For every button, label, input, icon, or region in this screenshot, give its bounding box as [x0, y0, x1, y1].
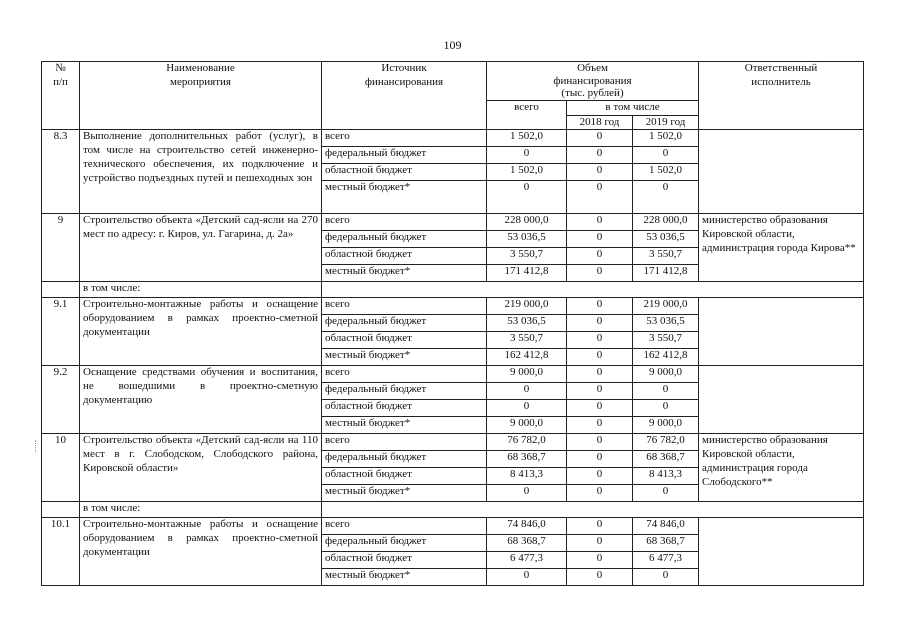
value-total: 3 550,7: [487, 248, 567, 265]
subheader-num-cell: [42, 502, 80, 518]
value-total: 3 550,7: [487, 332, 567, 349]
value-y2018: 0: [567, 181, 633, 214]
item-name: Оснащение средствами обучения и воспитания, не вошедшими в проектно-сметную документацию: [80, 366, 322, 434]
table-row: [42, 214, 864, 231]
value-y2019: 9 000,0: [633, 366, 699, 383]
value-total: 53 036,5: [487, 315, 567, 332]
value-y2018: 0: [567, 468, 633, 485]
item-name: Строительство объекта «Детский сад-ясли на 110 мест в г. Слободском, Слободского района, Кировской области»: [80, 434, 322, 502]
source-label: федеральный бюджет: [322, 535, 487, 552]
source-label: всего: [322, 434, 487, 451]
value-total: 68 368,7: [487, 535, 567, 552]
source-label: местный бюджет*: [322, 569, 487, 586]
value-y2018: 0: [567, 248, 633, 265]
source-label: местный бюджет*: [322, 485, 487, 502]
header-2019: 2019 год: [633, 115, 699, 130]
value-total: 0: [487, 383, 567, 400]
value-y2019: 53 036,5: [633, 231, 699, 248]
value-total: 76 782,0: [487, 434, 567, 451]
responsible-executor: [699, 366, 864, 434]
value-y2018: 0: [567, 383, 633, 400]
value-total: 6 477,3: [487, 552, 567, 569]
subheader-row: [42, 502, 864, 518]
value-y2019: 0: [633, 400, 699, 417]
subheader-num-cell: [42, 282, 80, 298]
value-y2018: 0: [567, 349, 633, 366]
margin-mark: [35, 440, 37, 452]
value-y2018: 0: [567, 214, 633, 231]
value-y2018: 0: [567, 164, 633, 181]
value-total: 68 368,7: [487, 451, 567, 468]
value-total: 171 412,8: [487, 265, 567, 282]
source-label: федеральный бюджет: [322, 383, 487, 400]
item-name: Выполнение дополнительных работ (услуг), в том числе на строительство сетей инженерно-технического обеспечения, их подключение и устройство подъездных путей и пешеходных зон: [80, 130, 322, 214]
value-total: 0: [487, 147, 567, 164]
subheader-label: в том числе:: [80, 502, 322, 518]
value-y2018: 0: [567, 315, 633, 332]
source-label: федеральный бюджет: [322, 451, 487, 468]
subheader-label: в том числе:: [80, 282, 322, 298]
source-label: всего: [322, 214, 487, 231]
value-y2018: 0: [567, 265, 633, 282]
value-y2019: 1 502,0: [633, 164, 699, 181]
source-label: областной бюджет: [322, 248, 487, 265]
value-total: 0: [487, 181, 567, 214]
source-label: федеральный бюджет: [322, 315, 487, 332]
value-total: 0: [487, 485, 567, 502]
value-total: 9 000,0: [487, 366, 567, 383]
value-total: 53 036,5: [487, 231, 567, 248]
value-y2019: 53 036,5: [633, 315, 699, 332]
subheader-row: [42, 282, 864, 298]
header-volume: Объем финансирования (тыс. рублей): [487, 62, 699, 101]
source-label: областной бюджет: [322, 468, 487, 485]
value-y2019: 0: [633, 569, 699, 586]
subheader-empty: [322, 282, 864, 298]
item-number: 9.2: [42, 366, 80, 434]
source-label: местный бюджет*: [322, 181, 487, 214]
value-total: 219 000,0: [487, 298, 567, 315]
source-label: всего: [322, 298, 487, 315]
value-y2019: 8 413,3: [633, 468, 699, 485]
item-name: Строительно-монтажные работы и оснащение оборудованием в рамках проектно-сметной документации: [80, 298, 322, 366]
value-y2018: 0: [567, 298, 633, 315]
value-y2018: 0: [567, 535, 633, 552]
value-y2019: 1 502,0: [633, 130, 699, 147]
value-y2018: 0: [567, 451, 633, 468]
page-number: 109: [443, 38, 462, 52]
value-total: 162 412,8: [487, 349, 567, 366]
subheader-empty: [322, 502, 864, 518]
source-label: местный бюджет*: [322, 349, 487, 366]
header-including: в том числе: [567, 100, 699, 115]
header-name: Наименование мероприятия: [80, 62, 322, 130]
value-y2018: 0: [567, 400, 633, 417]
source-label: областной бюджет: [322, 400, 487, 417]
value-y2019: 68 368,7: [633, 535, 699, 552]
financing-table: [41, 61, 864, 586]
value-total: 8 413,3: [487, 468, 567, 485]
responsible-executor: [699, 298, 864, 366]
source-label: федеральный бюджет: [322, 147, 487, 164]
value-y2019: 68 368,7: [633, 451, 699, 468]
responsible-executor: министерство образования Кировской области, администрация города Кирова**: [699, 214, 864, 282]
header-2018: 2018 год: [567, 115, 633, 130]
header-num: № п/п: [42, 62, 80, 130]
value-y2019: 3 550,7: [633, 248, 699, 265]
value-y2018: 0: [567, 130, 633, 147]
table-row: [42, 298, 864, 315]
value-total: 0: [487, 569, 567, 586]
value-total: 228 000,0: [487, 214, 567, 231]
source-label: всего: [322, 130, 487, 147]
responsible-executor: [699, 130, 864, 214]
value-y2019: 74 846,0: [633, 518, 699, 535]
value-y2019: 0: [633, 485, 699, 502]
value-y2018: 0: [567, 569, 633, 586]
value-y2018: 0: [567, 231, 633, 248]
responsible-executor: министерство образования Кировской области, администрация города Слободского**: [699, 434, 864, 502]
source-label: всего: [322, 366, 487, 383]
header-executor: Ответственный исполнитель: [699, 62, 864, 130]
item-name: Строительство объекта «Детский сад-ясли на 270 мест по адресу: г. Киров, ул. Гагарина, д. 2а»: [80, 214, 322, 282]
item-name: Строительно-монтажные работы и оснащение оборудованием в рамках проектно-сметной документации: [80, 518, 322, 586]
item-number: 10: [42, 434, 80, 502]
value-total: 1 502,0: [487, 130, 567, 147]
item-number: 9.1: [42, 298, 80, 366]
value-y2019: 228 000,0: [633, 214, 699, 231]
source-label: всего: [322, 518, 487, 535]
item-number: 9: [42, 214, 80, 282]
source-label: областной бюджет: [322, 332, 487, 349]
value-y2018: 0: [567, 552, 633, 569]
value-y2018: 0: [567, 332, 633, 349]
value-y2019: 9 000,0: [633, 417, 699, 434]
value-total: 0: [487, 400, 567, 417]
value-y2018: 0: [567, 434, 633, 451]
value-y2019: 162 412,8: [633, 349, 699, 366]
header-source: Источник финансирования: [322, 62, 487, 130]
source-label: местный бюджет*: [322, 417, 487, 434]
source-label: областной бюджет: [322, 164, 487, 181]
table-row: [42, 130, 864, 147]
source-label: местный бюджет*: [322, 265, 487, 282]
value-total: 1 502,0: [487, 164, 567, 181]
value-y2018: 0: [567, 518, 633, 535]
header-total: всего: [487, 100, 567, 130]
value-y2018: 0: [567, 417, 633, 434]
source-label: федеральный бюджет: [322, 231, 487, 248]
value-y2018: 0: [567, 366, 633, 383]
source-label: областной бюджет: [322, 552, 487, 569]
table-body: [42, 130, 864, 586]
value-y2019: 219 000,0: [633, 298, 699, 315]
table-row: [42, 434, 864, 451]
value-y2018: 0: [567, 485, 633, 502]
responsible-executor: [699, 518, 864, 586]
value-y2019: 76 782,0: [633, 434, 699, 451]
value-total: 9 000,0: [487, 417, 567, 434]
item-number: 10.1: [42, 518, 80, 586]
value-y2019: 3 550,7: [633, 332, 699, 349]
value-y2018: 0: [567, 147, 633, 164]
value-y2019: 0: [633, 181, 699, 214]
value-y2019: 0: [633, 147, 699, 164]
value-total: 74 846,0: [487, 518, 567, 535]
value-y2019: 171 412,8: [633, 265, 699, 282]
table-row: [42, 518, 864, 535]
value-y2019: 0: [633, 383, 699, 400]
item-number: 8.3: [42, 130, 80, 214]
table-row: [42, 366, 864, 383]
value-y2019: 6 477,3: [633, 552, 699, 569]
